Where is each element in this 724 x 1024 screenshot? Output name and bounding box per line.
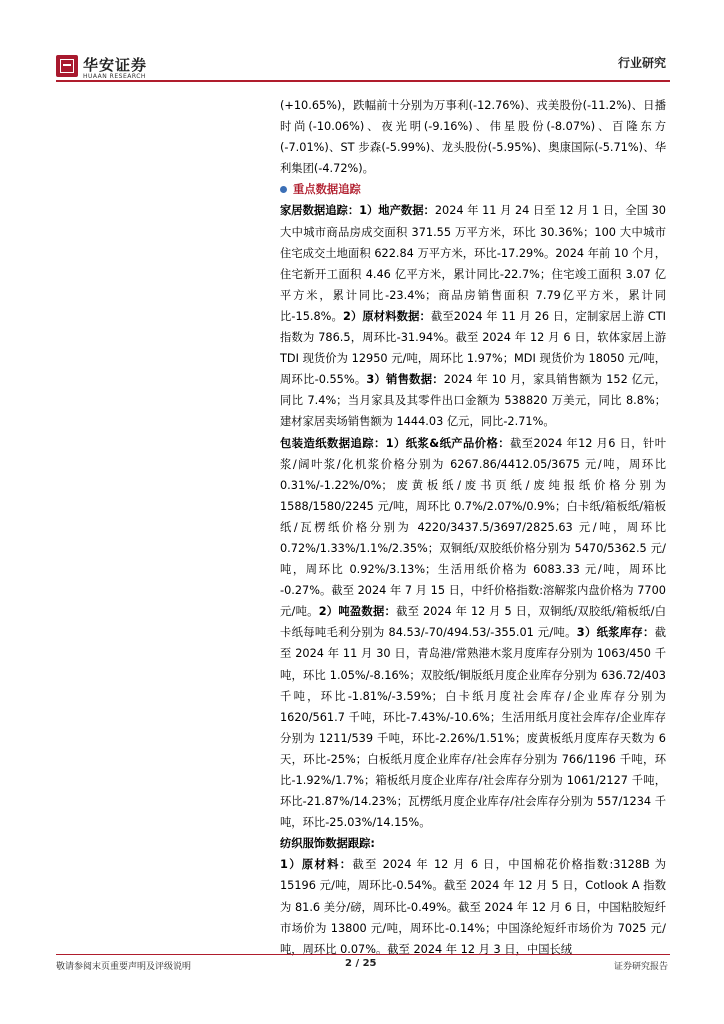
paper-p3-text: 截至 2024 年 11 月 30 日，青岛港/常熟港木浆月度库存分别为 1063/450 千吨，环比 1.05%/-8.16%；双胶纸/铜版纸月度企业库存分别为 636.72/403 千吨，环比-1.81%/-3.59%；白卡纸月度社会库存/企业库存分别为 1620/561.7 千吨，环比-7.43%/-10.6%；生活用纸月度社会库存/企业库存分别为 1211/539 千吨，环比-2.26%/1.51%；废黄板纸月度库存天数为 6 天，环比-25%；白板纸月度企业库存/社会库存分别为 766/1196 千吨，环比-1.92%/1.7%；箱板纸月度企业库存/社会库存分别为 1061/2127 千吨，环比-21.87%/14.23%；瓦楞纸月度企业库存/社会库存分别为 557/1234 千吨，环比-25.03%/14.15%。 [280,626,667,830]
bullet-dot-icon [280,186,287,193]
textile-p1-text: 截至 2024 年 12 月 6 日，中国棉花价格指数:3128B 为 15196 元/吨，周环比-0.54%。截至 2024 年 12 月 5 日，Cotlook A 指数为 81.6 美分/磅，周环比-0.49%。截至 2024 年 12 月 6 日，中国粘胶短纤市场价为 13800 元/吨，周环比-0.14%；中国涤纶短纤市场价为 7025 元/吨，周环比 0.07%。截至 2024 年 12 月 3 日，中国长绒 [280,858,666,956]
textile-label: 纺织服饰数据跟踪: [280,837,375,851]
paper-p3-label: 3）纸浆库存： [576,626,655,640]
page-number: 2 / 25 [345,958,377,969]
paper-p2-text: 截至 2024 年 12 月 5 日，双铜纸/双胶纸/箱板纸/白卡纸每吨毛利分别为 84.53/-70/494.53/-355.01 元/吨。 [280,605,666,640]
home-data-paragraph [280,200,666,432]
paper-p2-label: 2）吨盈数据： [318,605,397,619]
textile-data-paragraph [280,854,666,959]
footer-disclaimer: 敬请参阅末页重要声明及评级说明 [56,962,192,972]
textile-p1-label: 1）原材料： [280,858,353,872]
paper-data-paragraph [280,433,666,834]
home-p3-text: 2024 年 10 月，家具销售额为 152 亿元，同比 7.4%；当月家具及其零件出口金额为 538820 万美元，同比 8.8%；建材家居卖场销售额为 1444.03 亿元，同比-2.71%。 [280,373,666,429]
section-heading [280,179,666,200]
main-content [280,95,666,960]
paper-label: 包装造纸数据追踪： [280,436,386,450]
header-divider [56,80,670,82]
logo-text-cn: 华安证券 [83,56,148,74]
report-category: 行业研究 [617,56,666,70]
paper-p1-label: 1）纸浆&纸产品价格： [385,436,511,450]
logo-seal-icon [56,55,78,77]
home-label: 家居数据追踪： [280,204,360,218]
home-p2-text: 截至2024 年 11 月 26 日，定制家居上游 CTI 指数为 786.5，周环比-31.94%。截至 2024 年 12 月 6 日，软体家居上游 TDI 现货价为 12950 元/吨，周环比 1.97%；MDI 现货价为 18050 元/吨，周环比-0.55%。 [280,309,666,387]
home-p1-label: 1）地产数据： [359,204,435,218]
home-p2-label: 2）原材料数据： [342,309,431,323]
section-title: 重点数据追踪 [293,183,361,197]
intro-paragraph: (+10.65%)，跌幅前十分别为万事利(-12.76%)、戎美股份(-11.2%)、日播时尚(-10.06%)、夜光明(-9.16%)、伟星股份(-8.07%)、百隆东方(-7.01%)、ST 步森(-5.99%)、龙头股份(-5.95%)、奥康国际(-5.71%)、华利集团(-4.72%)。 [280,99,666,176]
home-p3-label: 3）销售数据： [366,373,444,387]
footer-report-type: 证券研究报告 [613,962,668,972]
footer-divider [56,954,670,955]
page-header [0,0,724,86]
logo-text-en: HUAAN RESEARCH [83,73,146,80]
home-p1-text: 2024 年 11 月 24 日至 12 月 1 日，全国 30 大中城市商品房成交面积 371.55 万平方米，环比 30.36%；100 大中城市住宅成交土地面积 622.84 万平方米，环比-17.29%。2024 年前 10 个月，住宅新开工面积 4.46 亿平方米，累计同比-22.7%；住宅竣工面积 3.07 亿平方米，累计同比-23.4%；商品房销售面积 7.79亿平方米，累计同比-15.8%。 [280,204,666,323]
paper-p1-text: 截至2024 年12 月6 日，针叶浆/阔叶浆/化机浆价格分别为 6267.86/4412.05/3675 元/吨，周环比 0.31%/-1.22%/0%；废黄板纸/废书页纸/废纯报纸价格分别为 1588/1580/2245 元/吨，周环比 0.7%/2.07%/0.9%；白卡纸/箱板纸/箱板纸/瓦楞纸价格分别为 4220/3437.5/3697/2825.63 元/吨，周环比 0.72%/1.33%/1.1%/2.35%；双铜纸/双胶纸价格分别为 5470/5362.5 元/吨，周环比 0.92%/3.13%；生活用纸价格为 6083.33 元/吨，周环比 -0.27%。截至 2024 年 7 月 15 日，中纤价格指数:溶解浆内盘价格为 7700 元/吨。 [280,436,666,619]
